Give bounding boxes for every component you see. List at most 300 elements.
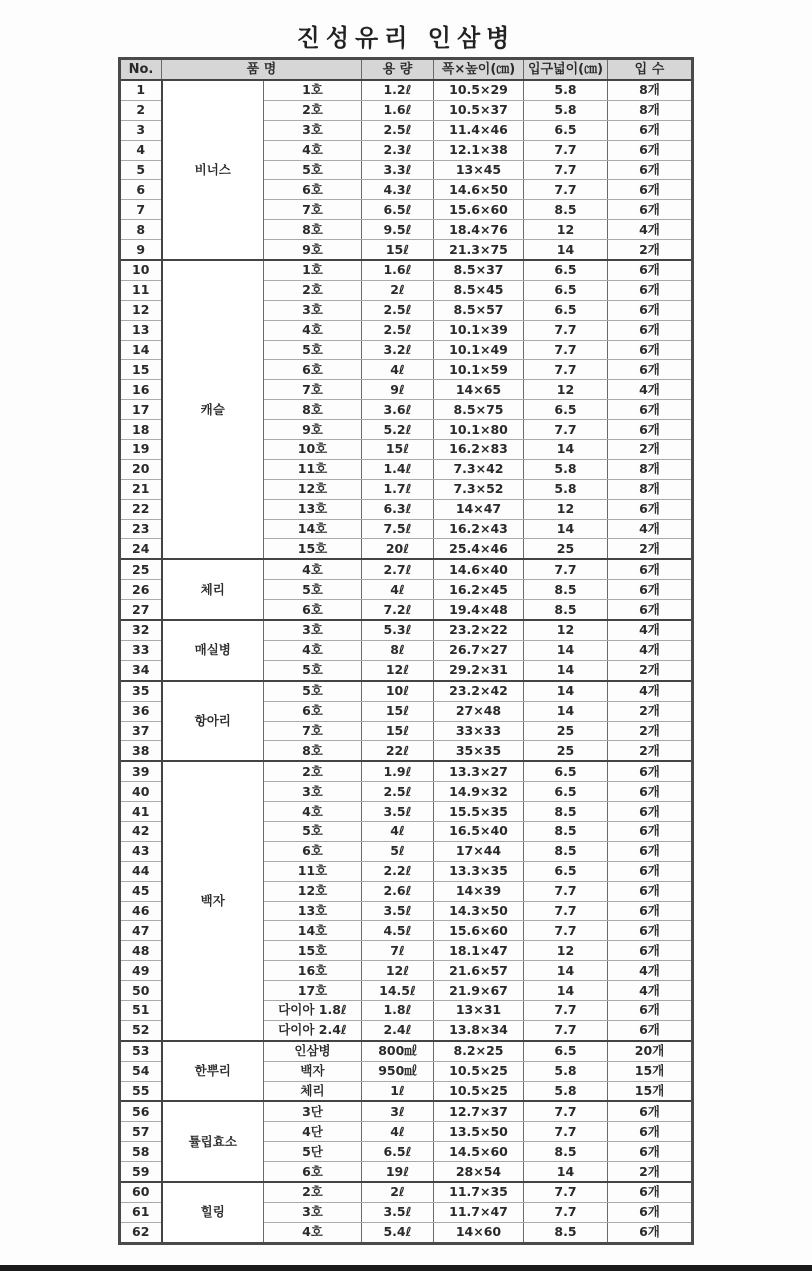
mouth-width-cell: 7.7	[524, 881, 608, 901]
size-cell: 11.7×47	[434, 1202, 524, 1222]
product-group-name: 튤립효소	[162, 1101, 264, 1182]
row-number: 23	[120, 519, 162, 539]
quantity-cell: 6개	[608, 1122, 693, 1142]
item-name: 1호	[264, 260, 362, 280]
quantity-cell: 4개	[608, 640, 693, 660]
mouth-width-cell: 8.5	[524, 580, 608, 600]
size-cell: 10.5×37	[434, 100, 524, 120]
item-name: 14호	[264, 921, 362, 941]
mouth-width-cell: 8.5	[524, 821, 608, 841]
item-name: 다이아 2.4ℓ	[264, 1020, 362, 1040]
row-number: 37	[120, 721, 162, 741]
capacity-cell: 10ℓ	[362, 681, 434, 701]
quantity-cell: 20개	[608, 1041, 693, 1061]
quantity-cell: 2개	[608, 701, 693, 721]
item-name: 16호	[264, 961, 362, 981]
size-cell: 13×31	[434, 1000, 524, 1020]
capacity-cell: 3.5ℓ	[362, 802, 434, 822]
capacity-cell: 5.2ℓ	[362, 420, 434, 440]
quantity-cell: 6개	[608, 921, 693, 941]
quantity-cell: 6개	[608, 1020, 693, 1040]
mouth-width-cell: 7.7	[524, 921, 608, 941]
size-cell: 27×48	[434, 701, 524, 721]
size-cell: 10.5×29	[434, 80, 524, 100]
quantity-cell: 2개	[608, 240, 693, 260]
mouth-width-cell: 12	[524, 499, 608, 519]
mouth-width-cell: 14	[524, 640, 608, 660]
capacity-cell: 2ℓ	[362, 1182, 434, 1202]
header-no: No.	[120, 59, 162, 81]
row-number: 3	[120, 120, 162, 140]
row-number: 20	[120, 459, 162, 479]
item-name: 6호	[264, 600, 362, 620]
product-group-name: 비너스	[162, 80, 264, 260]
size-cell: 12.1×38	[434, 140, 524, 160]
item-name: 2호	[264, 280, 362, 300]
row-number: 24	[120, 539, 162, 559]
row-number: 44	[120, 861, 162, 881]
capacity-cell: 7.2ℓ	[362, 600, 434, 620]
item-name: 인삼병	[264, 1041, 362, 1061]
mouth-width-cell: 8.5	[524, 1142, 608, 1162]
table-row	[120, 559, 693, 579]
size-cell: 15.5×35	[434, 802, 524, 822]
table-row	[120, 1101, 693, 1121]
size-cell: 13.3×35	[434, 861, 524, 881]
capacity-cell: 6.3ℓ	[362, 499, 434, 519]
item-name: 7호	[264, 380, 362, 400]
row-number: 7	[120, 200, 162, 220]
row-number: 57	[120, 1122, 162, 1142]
quantity-cell: 6개	[608, 1202, 693, 1222]
size-cell: 14.6×50	[434, 180, 524, 200]
quantity-cell: 6개	[608, 200, 693, 220]
item-name: 13호	[264, 901, 362, 921]
mouth-width-cell: 5.8	[524, 1061, 608, 1081]
capacity-cell: 8ℓ	[362, 640, 434, 660]
row-number: 36	[120, 701, 162, 721]
quantity-cell: 4개	[608, 519, 693, 539]
row-number: 42	[120, 821, 162, 841]
quantity-cell: 6개	[608, 941, 693, 961]
capacity-cell: 3.5ℓ	[362, 1202, 434, 1222]
item-name: 11호	[264, 459, 362, 479]
mouth-width-cell: 12	[524, 620, 608, 640]
capacity-cell: 1ℓ	[362, 1081, 434, 1101]
capacity-cell: 15ℓ	[362, 240, 434, 260]
row-number: 17	[120, 400, 162, 420]
row-number: 40	[120, 782, 162, 802]
quantity-cell: 6개	[608, 340, 693, 360]
quantity-cell: 8개	[608, 459, 693, 479]
capacity-cell: 1.4ℓ	[362, 459, 434, 479]
capacity-cell: 4.3ℓ	[362, 180, 434, 200]
mouth-width-cell: 14	[524, 660, 608, 680]
quantity-cell: 6개	[608, 1101, 693, 1121]
row-number: 41	[120, 802, 162, 822]
header-row	[120, 59, 693, 81]
quantity-cell: 15개	[608, 1061, 693, 1081]
mouth-width-cell: 25	[524, 539, 608, 559]
quantity-cell: 6개	[608, 802, 693, 822]
capacity-cell: 2.5ℓ	[362, 320, 434, 340]
item-name: 6호	[264, 701, 362, 721]
row-number: 48	[120, 941, 162, 961]
size-cell: 25.4×46	[434, 539, 524, 559]
header-capacity: 용 량	[362, 59, 434, 81]
row-number: 32	[120, 620, 162, 640]
mouth-width-cell: 7.7	[524, 340, 608, 360]
row-number: 58	[120, 1142, 162, 1162]
row-number: 49	[120, 961, 162, 981]
capacity-cell: 20ℓ	[362, 539, 434, 559]
size-cell: 8.2×25	[434, 1041, 524, 1061]
quantity-cell: 15개	[608, 1081, 693, 1101]
quantity-cell: 6개	[608, 901, 693, 921]
size-cell: 11.4×46	[434, 120, 524, 140]
size-cell: 15.6×60	[434, 921, 524, 941]
table-row	[120, 761, 693, 781]
mouth-width-cell: 14	[524, 1162, 608, 1182]
quantity-cell: 6개	[608, 841, 693, 861]
mouth-width-cell: 5.8	[524, 479, 608, 499]
quantity-cell: 6개	[608, 180, 693, 200]
row-number: 35	[120, 681, 162, 701]
item-name: 6호	[264, 180, 362, 200]
capacity-cell: 22ℓ	[362, 741, 434, 761]
mouth-width-cell: 14	[524, 440, 608, 460]
item-name: 9호	[264, 240, 362, 260]
capacity-cell: 2.7ℓ	[362, 559, 434, 579]
mouth-width-cell: 6.5	[524, 782, 608, 802]
quantity-cell: 6개	[608, 360, 693, 380]
mouth-width-cell: 14	[524, 240, 608, 260]
size-cell: 13.8×34	[434, 1020, 524, 1040]
row-number: 52	[120, 1020, 162, 1040]
size-cell: 16.2×83	[434, 440, 524, 460]
size-cell: 18.1×47	[434, 941, 524, 961]
mouth-width-cell: 8.5	[524, 200, 608, 220]
item-name: 4호	[264, 320, 362, 340]
mouth-width-cell: 7.7	[524, 160, 608, 180]
page-title: 진성유리 인삼병	[296, 24, 516, 52]
mouth-width-cell: 12	[524, 380, 608, 400]
mouth-width-cell: 7.7	[524, 320, 608, 340]
size-cell: 10.1×59	[434, 360, 524, 380]
table-row	[120, 1041, 693, 1061]
capacity-cell: 1.9ℓ	[362, 761, 434, 781]
row-number: 11	[120, 280, 162, 300]
item-name: 5호	[264, 821, 362, 841]
item-name: 3호	[264, 1202, 362, 1222]
quantity-cell: 6개	[608, 1142, 693, 1162]
capacity-cell: 4.5ℓ	[362, 921, 434, 941]
quantity-cell: 4개	[608, 220, 693, 240]
product-group-name: 한뿌리	[162, 1041, 264, 1102]
row-number: 21	[120, 479, 162, 499]
size-cell: 17×44	[434, 841, 524, 861]
size-cell: 33×33	[434, 721, 524, 741]
item-name: 2호	[264, 1182, 362, 1202]
row-number: 5	[120, 160, 162, 180]
item-name: 8호	[264, 400, 362, 420]
quantity-cell: 6개	[608, 821, 693, 841]
item-name: 3단	[264, 1101, 362, 1121]
capacity-cell: 14.5ℓ	[362, 981, 434, 1001]
size-cell: 21.6×57	[434, 961, 524, 981]
item-name: 3호	[264, 620, 362, 640]
item-name: 8호	[264, 741, 362, 761]
item-name: 6호	[264, 1162, 362, 1182]
quantity-cell: 6개	[608, 499, 693, 519]
size-cell: 7.3×42	[434, 459, 524, 479]
table-row	[120, 260, 693, 280]
capacity-cell: 1.7ℓ	[362, 479, 434, 499]
product-group-name: 백자	[162, 761, 264, 1040]
item-name: 6호	[264, 360, 362, 380]
size-cell: 14.5×60	[434, 1142, 524, 1162]
size-cell: 16.5×40	[434, 821, 524, 841]
table-body	[120, 80, 693, 1243]
row-number: 19	[120, 440, 162, 460]
mouth-width-cell: 6.5	[524, 761, 608, 781]
size-cell: 14.3×50	[434, 901, 524, 921]
item-name: 13호	[264, 499, 362, 519]
quantity-cell: 6개	[608, 1182, 693, 1202]
capacity-cell: 15ℓ	[362, 701, 434, 721]
capacity-cell: 4ℓ	[362, 360, 434, 380]
row-number: 6	[120, 180, 162, 200]
mouth-width-cell: 7.7	[524, 1101, 608, 1121]
product-group-name: 힐링	[162, 1182, 264, 1243]
row-number: 13	[120, 320, 162, 340]
mouth-width-cell: 25	[524, 741, 608, 761]
quantity-cell: 4개	[608, 380, 693, 400]
item-name: 5호	[264, 660, 362, 680]
mouth-width-cell: 6.5	[524, 400, 608, 420]
capacity-cell: 1.8ℓ	[362, 1000, 434, 1020]
row-number: 16	[120, 380, 162, 400]
quantity-cell: 6개	[608, 559, 693, 579]
size-cell: 13.3×27	[434, 761, 524, 781]
size-cell: 23.2×22	[434, 620, 524, 640]
size-cell: 21.9×67	[434, 981, 524, 1001]
capacity-cell: 2ℓ	[362, 280, 434, 300]
quantity-cell: 2개	[608, 721, 693, 741]
capacity-cell: 1.2ℓ	[362, 80, 434, 100]
capacity-cell: 6.5ℓ	[362, 1142, 434, 1162]
quantity-cell: 4개	[608, 681, 693, 701]
capacity-cell: 12ℓ	[362, 660, 434, 680]
item-name: 7호	[264, 721, 362, 741]
row-number: 1	[120, 80, 162, 100]
mouth-width-cell: 14	[524, 961, 608, 981]
quantity-cell: 8개	[608, 479, 693, 499]
item-name: 9호	[264, 420, 362, 440]
quantity-cell: 2개	[608, 440, 693, 460]
capacity-cell: 9ℓ	[362, 380, 434, 400]
size-cell: 8.5×57	[434, 300, 524, 320]
quantity-cell: 6개	[608, 420, 693, 440]
mouth-width-cell: 6.5	[524, 260, 608, 280]
quantity-cell: 8개	[608, 100, 693, 120]
item-name: 5단	[264, 1142, 362, 1162]
mouth-width-cell: 7.7	[524, 1000, 608, 1020]
row-number: 27	[120, 600, 162, 620]
capacity-cell: 7.5ℓ	[362, 519, 434, 539]
mouth-width-cell: 8.5	[524, 802, 608, 822]
size-cell: 14.9×32	[434, 782, 524, 802]
scan-edge-band	[0, 1265, 812, 1271]
size-cell: 7.3×52	[434, 479, 524, 499]
item-name: 12호	[264, 479, 362, 499]
mouth-width-cell: 6.5	[524, 120, 608, 140]
mouth-width-cell: 7.7	[524, 180, 608, 200]
item-name: 17호	[264, 981, 362, 1001]
quantity-cell: 6개	[608, 600, 693, 620]
mouth-width-cell: 7.7	[524, 1020, 608, 1040]
size-cell: 15.6×60	[434, 200, 524, 220]
quantity-cell: 6개	[608, 320, 693, 340]
row-number: 62	[120, 1222, 162, 1243]
capacity-cell: 1.6ℓ	[362, 100, 434, 120]
product-group-name: 매실병	[162, 620, 264, 681]
item-name: 4호	[264, 802, 362, 822]
size-cell: 28×54	[434, 1162, 524, 1182]
size-cell: 8.5×37	[434, 260, 524, 280]
row-number: 22	[120, 499, 162, 519]
mouth-width-cell: 14	[524, 681, 608, 701]
product-group-name: 항아리	[162, 681, 264, 762]
header-qty: 입 수	[608, 59, 693, 81]
size-cell: 10.1×49	[434, 340, 524, 360]
row-number: 50	[120, 981, 162, 1001]
mouth-width-cell: 7.7	[524, 140, 608, 160]
quantity-cell: 4개	[608, 961, 693, 981]
quantity-cell: 6개	[608, 120, 693, 140]
size-cell: 14.6×40	[434, 559, 524, 579]
row-number: 60	[120, 1182, 162, 1202]
table-row	[120, 80, 693, 100]
row-number: 59	[120, 1162, 162, 1182]
size-cell: 10.1×39	[434, 320, 524, 340]
capacity-cell: 6.5ℓ	[362, 200, 434, 220]
mouth-width-cell: 5.8	[524, 80, 608, 100]
mouth-width-cell: 7.7	[524, 901, 608, 921]
item-name: 15호	[264, 941, 362, 961]
size-cell: 14×47	[434, 499, 524, 519]
mouth-width-cell: 14	[524, 519, 608, 539]
item-name: 14호	[264, 519, 362, 539]
item-name: 12호	[264, 881, 362, 901]
capacity-cell: 3.6ℓ	[362, 400, 434, 420]
quantity-cell: 2개	[608, 741, 693, 761]
mouth-width-cell: 25	[524, 721, 608, 741]
capacity-cell: 3ℓ	[362, 1101, 434, 1121]
quantity-cell: 6개	[608, 580, 693, 600]
size-cell: 10.1×80	[434, 420, 524, 440]
capacity-cell: 4ℓ	[362, 580, 434, 600]
size-cell: 19.4×48	[434, 600, 524, 620]
capacity-cell: 5.3ℓ	[362, 620, 434, 640]
mouth-width-cell: 7.7	[524, 559, 608, 579]
capacity-cell: 5.4ℓ	[362, 1222, 434, 1243]
item-name: 6호	[264, 841, 362, 861]
capacity-cell: 950㎖	[362, 1061, 434, 1081]
row-number: 34	[120, 660, 162, 680]
row-number: 2	[120, 100, 162, 120]
row-number: 4	[120, 140, 162, 160]
size-cell: 35×35	[434, 741, 524, 761]
mouth-width-cell: 5.8	[524, 459, 608, 479]
item-name: 4호	[264, 640, 362, 660]
mouth-width-cell: 12	[524, 220, 608, 240]
row-number: 54	[120, 1061, 162, 1081]
size-cell: 26.7×27	[434, 640, 524, 660]
quantity-cell: 6개	[608, 300, 693, 320]
row-number: 26	[120, 580, 162, 600]
product-group-name: 체리	[162, 559, 264, 620]
mouth-width-cell: 14	[524, 981, 608, 1001]
product-group-name: 캐슬	[162, 260, 264, 559]
capacity-cell: 2.4ℓ	[362, 1020, 434, 1040]
row-number: 33	[120, 640, 162, 660]
quantity-cell: 6개	[608, 280, 693, 300]
mouth-width-cell: 7.7	[524, 420, 608, 440]
quantity-cell: 6개	[608, 160, 693, 180]
quantity-cell: 4개	[608, 620, 693, 640]
quantity-cell: 2개	[608, 660, 693, 680]
size-cell: 14×65	[434, 380, 524, 400]
item-name: 4호	[264, 140, 362, 160]
capacity-cell: 15ℓ	[362, 721, 434, 741]
mouth-width-cell: 6.5	[524, 300, 608, 320]
capacity-cell: 15ℓ	[362, 440, 434, 460]
item-name: 3호	[264, 120, 362, 140]
mouth-width-cell: 7.7	[524, 1202, 608, 1222]
row-number: 56	[120, 1101, 162, 1121]
item-name: 다이아 1.8ℓ	[264, 1000, 362, 1020]
item-name: 백자	[264, 1061, 362, 1081]
capacity-cell: 4ℓ	[362, 1122, 434, 1142]
size-cell: 29.2×31	[434, 660, 524, 680]
mouth-width-cell: 6.5	[524, 861, 608, 881]
capacity-cell: 2.6ℓ	[362, 881, 434, 901]
mouth-width-cell: 8.5	[524, 600, 608, 620]
quantity-cell: 6개	[608, 260, 693, 280]
row-number: 12	[120, 300, 162, 320]
mouth-width-cell: 6.5	[524, 1041, 608, 1061]
capacity-cell: 3.3ℓ	[362, 160, 434, 180]
item-name: 7호	[264, 200, 362, 220]
item-name: 5호	[264, 340, 362, 360]
item-name: 15호	[264, 539, 362, 559]
size-cell: 18.4×76	[434, 220, 524, 240]
item-name: 5호	[264, 160, 362, 180]
size-cell: 10.5×25	[434, 1061, 524, 1081]
row-number: 61	[120, 1202, 162, 1222]
size-cell: 13×45	[434, 160, 524, 180]
quantity-cell: 6개	[608, 140, 693, 160]
quantity-cell: 8개	[608, 80, 693, 100]
item-name: 5호	[264, 580, 362, 600]
table-row	[120, 620, 693, 640]
item-name: 체리	[264, 1081, 362, 1101]
quantity-cell: 6개	[608, 761, 693, 781]
mouth-width-cell: 12	[524, 941, 608, 961]
mouth-width-cell: 6.5	[524, 280, 608, 300]
row-number: 15	[120, 360, 162, 380]
